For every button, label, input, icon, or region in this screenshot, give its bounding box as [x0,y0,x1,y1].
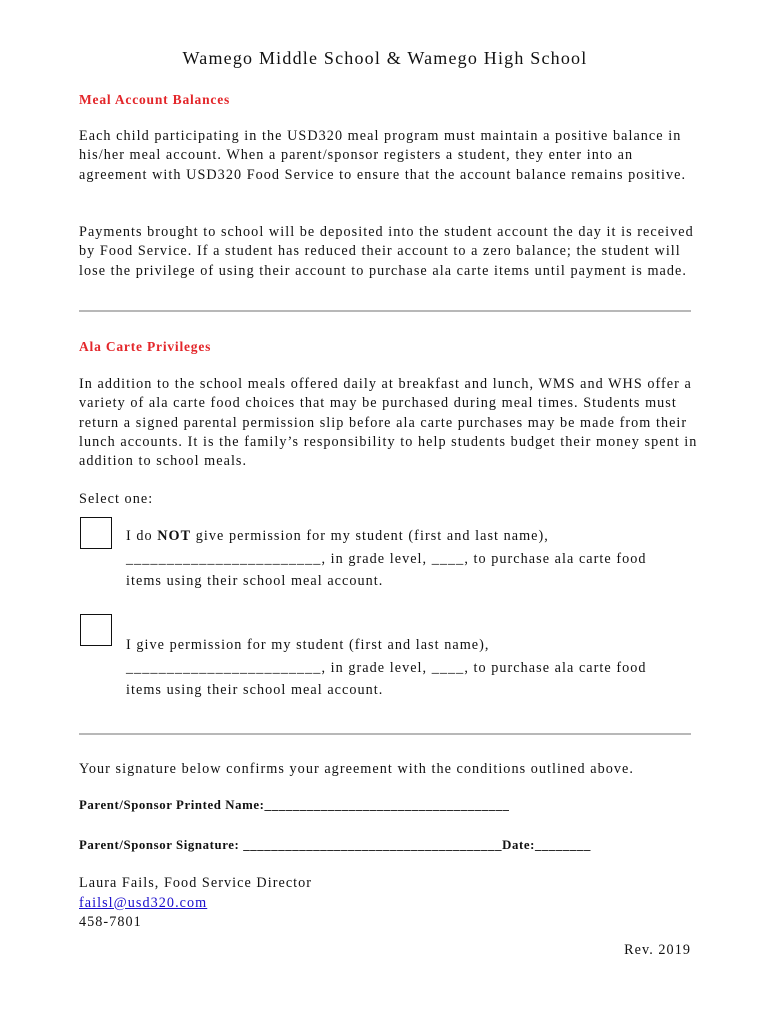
contact-phone: 458-7801 [79,914,142,930]
signature-confirm-text: Your signature below confirms your agreement with the conditions outlined above. [79,761,634,777]
printed-name-field[interactable]: Parent/Sponsor Printed Name:___________________________________ [79,798,510,812]
select-one-label: Select one: [79,491,154,507]
meal-balances-paragraph-1: Each child participating in the USD320 meal program must maintain a positive balance in his/her meal account. When a parent/sponsor registers a student, they enter into an agreement with USD320 Food Service to ensure that the account balance remains positive. [79,128,687,183]
contact-name-title: Laura Fails, Food Service Director [79,875,313,891]
ala-carte-paragraph: In addition to the school meals offered daily at breakfast and lunch, WMS and WHS offer a variety of ala carte food choices that may be purchased during meal times. Students must return a signed parental permission slip before ala carte purchases may be made from their lunch accounts. It is the family’s responsibility to help students budget their money spent in addition to school meals. [79,376,698,470]
give-permission-line-2: ________________________, in grade level, ____, to purchase ala carte food [126,659,647,676]
no-permission-checkbox[interactable] [80,517,112,549]
not-emphasis: NOT [157,528,192,544]
no-permission-line-1-rest: give permission for my student (first and last name), [191,528,549,544]
contact-email-link[interactable]: failsl@usd320.com [79,894,208,911]
ala-carte-heading: Ala Carte Privileges [79,339,212,354]
give-permission-line-3: items using their school meal account. [126,682,384,698]
no-permission-line-2: ________________________, in grade level, ____, to purchase ala carte food [126,550,647,567]
give-permission-checkbox[interactable] [80,614,112,646]
no-permission-line-1 [126,525,696,548]
signature-date-field[interactable]: Parent/Sponsor Signature: _____________________________________Date:________ [79,838,591,852]
meal-balances-paragraph-2: Payments brought to school will be deposited into the student account the day it is received by Food Service. If a student has reduced their account to a zero balance; the student will lose the privilege of using their account to purchase ala carte items until payment is made. [79,224,694,279]
no-permission-prefix: I do [126,528,158,544]
section-divider [79,310,691,312]
signature-divider [79,733,691,735]
meal-balances-heading: Meal Account Balances [79,92,231,107]
no-permission-line-3: items using their school meal account. [126,573,384,589]
give-permission-option-text [126,634,696,702]
page-title: Wamego Middle School & Wamego High School [182,48,588,68]
no-permission-option-text [126,525,696,593]
revision-label: Rev. 2019 [624,942,691,958]
contact-block [79,874,312,933]
give-permission-line-1: I give permission for my student (first and last name), [126,637,490,653]
